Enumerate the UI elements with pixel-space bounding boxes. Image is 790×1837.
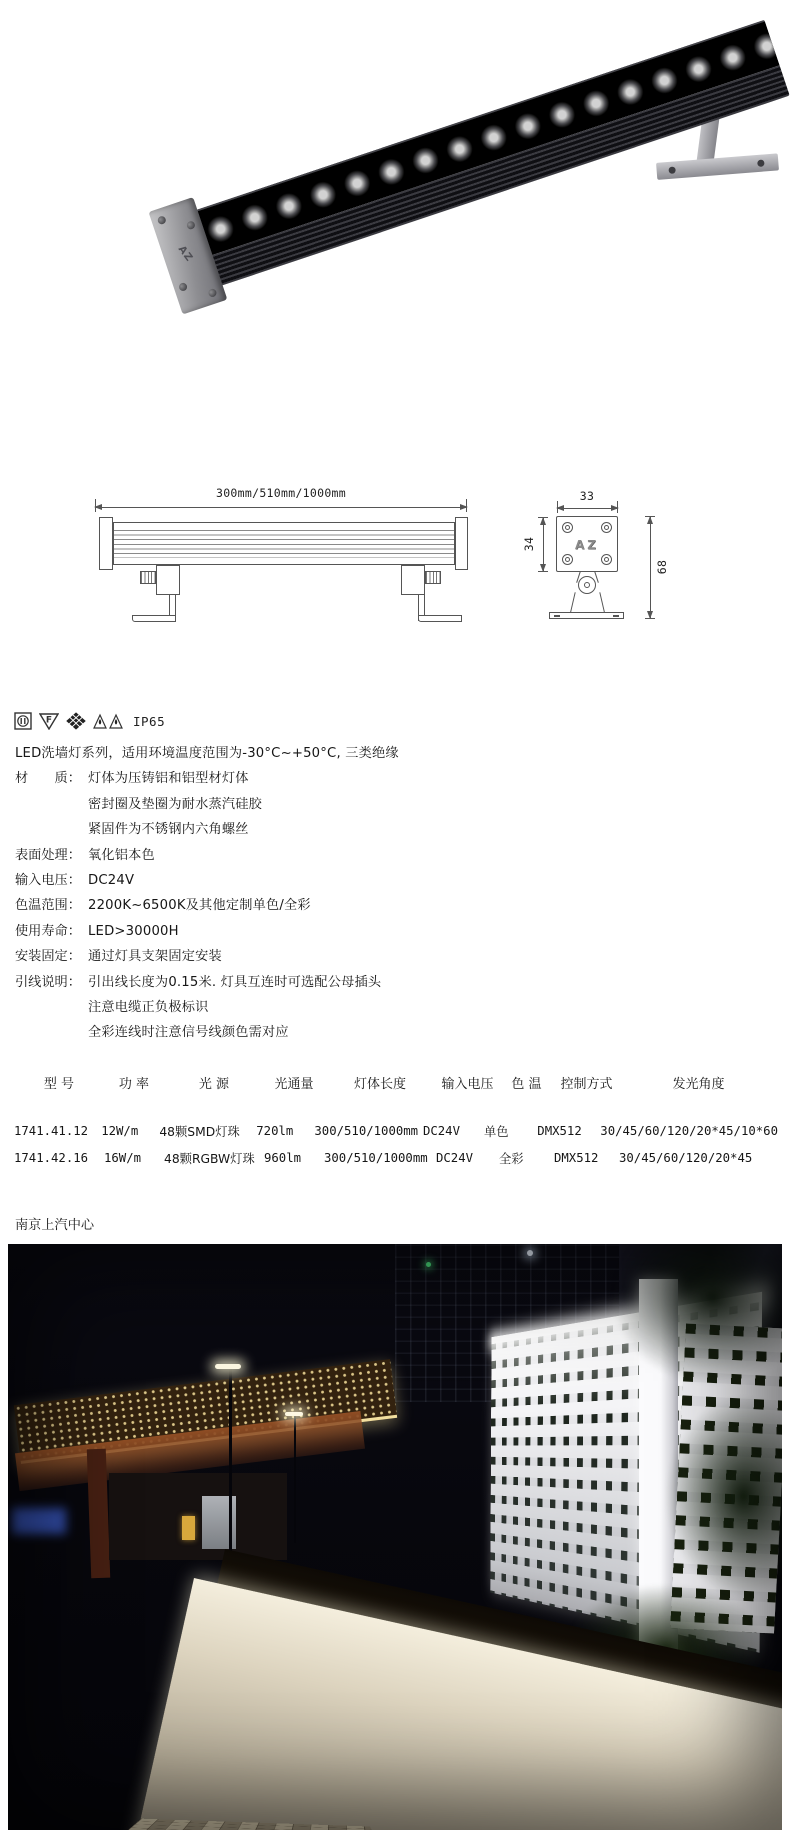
dim-tick <box>538 517 548 518</box>
cell-source: 48颗RGBW灯珠 <box>164 1151 255 1166</box>
col-header-angle: 发光角度 <box>672 1077 725 1092</box>
col-header-power: 功 率 <box>118 1077 150 1092</box>
desc-line: 材 质： 灯体为压铸铝和铝型材灯体 <box>15 771 249 787</box>
col-header-source: 光 源 <box>198 1077 230 1092</box>
cell-control: DMX512 <box>537 1123 582 1138</box>
screw-dot <box>565 525 570 530</box>
dim-tick <box>645 516 655 517</box>
side-bracket-foot <box>132 615 176 622</box>
cap-screw <box>186 220 196 230</box>
col-header-length: 灯体长度 <box>353 1077 406 1092</box>
col-header-flux: 光通量 <box>274 1077 314 1092</box>
dim-tick <box>557 501 558 513</box>
width-dimension-line <box>557 508 618 509</box>
spec-table <box>14 1069 778 1171</box>
desc-line: 色温范围： 2200K~6500K及其他定制单色/全彩 <box>15 898 311 914</box>
col-header-control: 控制方式 <box>560 1077 613 1092</box>
project-photo <box>8 1244 782 1830</box>
col-header-model: 型 号 <box>43 1077 75 1092</box>
foot-hole <box>554 615 560 618</box>
desc-line: 表面处理： 氧化铝本色 <box>15 847 155 863</box>
dim-tick <box>466 499 467 512</box>
bracket-foot-plate <box>549 612 624 619</box>
desc-line: 引线说明： 引出线长度为0.15米. 灯具互连时可选配公母插头 <box>15 974 382 990</box>
certification-row <box>14 711 165 731</box>
cell-power: 16W/m <box>104 1150 142 1165</box>
cell-model: 1741.42.16 <box>14 1150 89 1165</box>
cell-model: 1741.41.12 <box>14 1123 89 1138</box>
height-dimension-line <box>543 518 544 571</box>
cell-length: 300/510/1000mm <box>324 1150 428 1165</box>
brand-logo: AZ <box>575 538 599 552</box>
brand-logo: AZ <box>175 243 195 265</box>
cell-angle: 30/45/60/120/20*45/10*60 <box>600 1123 778 1138</box>
desc-line: LED洗墙灯系列，适用环境温度范围为-30°C~+50°C, 三类绝缘 <box>15 746 399 761</box>
desc-line: 注意电缆正负极标识 <box>88 1000 209 1016</box>
cell-power: 12W/m <box>101 1123 139 1138</box>
desc-line: 紧固件为不锈钢内六角螺丝 <box>88 822 249 838</box>
dim-tick <box>95 499 96 512</box>
desc-line: 全彩连线时注意信号线颜色需对应 <box>88 1025 289 1041</box>
length-dimension-line <box>95 507 467 508</box>
cell-flux: 720lm <box>256 1123 294 1138</box>
bracket-hole <box>668 166 676 174</box>
side-bracket-knob <box>140 571 156 584</box>
cell-length: 300/510/1000mm <box>314 1123 419 1138</box>
col-header-color: 色 温 <box>511 1077 542 1092</box>
cell-color: 全彩 <box>499 1151 524 1166</box>
screw-dot <box>565 557 570 562</box>
bracket-hole <box>757 159 765 167</box>
side-bracket-plate <box>401 565 425 595</box>
side-view-left-cap <box>99 517 113 570</box>
cell-voltage: DC24V <box>422 1123 460 1138</box>
project-caption: 南京上汽中心 <box>15 1218 95 1233</box>
desc-line: 使用寿命： LED>30000H <box>15 923 179 939</box>
table-row <box>14 1117 778 1144</box>
side-bracket-knob <box>425 571 441 584</box>
cell-control: DMX512 <box>554 1150 599 1165</box>
led-light-bar <box>175 20 789 286</box>
cell-source: 48颗SMD灯珠 <box>159 1124 240 1139</box>
f-mark-icon <box>39 712 59 730</box>
side-bracket-foot <box>418 615 462 622</box>
bracket-pivot-dot <box>584 582 590 588</box>
diamond-icon <box>66 712 86 730</box>
end-cap-face <box>556 516 618 572</box>
product-photo <box>60 0 730 360</box>
dim-tick <box>617 501 618 513</box>
screw-dot <box>604 525 609 530</box>
photo-vignette <box>8 1244 782 1830</box>
waterproof-icon <box>93 712 123 730</box>
cell-voltage: DC24V <box>436 1150 474 1165</box>
dim-tick <box>645 618 655 619</box>
desc-line: 安装固定： 通过灯具支架固定安装 <box>15 949 222 965</box>
dim-tick <box>538 571 548 572</box>
cap-screw <box>157 215 167 225</box>
foot-hole <box>613 615 619 618</box>
bracket-base <box>656 153 779 180</box>
side-bracket-plate <box>156 565 180 595</box>
spec-description <box>15 741 755 1046</box>
col-header-voltage: 输入电压 <box>441 1077 494 1092</box>
screw-dot <box>604 557 609 562</box>
table-row <box>14 1144 778 1171</box>
desc-line: 密封圈及垫圈为耐水蒸汽硅胶 <box>88 796 263 812</box>
cap-screw <box>178 282 188 292</box>
cell-angle: 30/45/60/120/20*45 <box>619 1150 753 1165</box>
class-protection-icon <box>14 712 32 730</box>
width-dimension-label: 33 <box>579 489 595 503</box>
svg-text:F: F <box>45 715 53 726</box>
cell-flux: 960lm <box>264 1150 302 1165</box>
table-header-row <box>14 1069 778 1096</box>
total-height-dimension-line <box>650 517 651 618</box>
side-view-right-cap <box>455 517 468 570</box>
total-height-dimension-label: 68 <box>655 559 670 575</box>
length-dimension-label: 300mm/510mm/1000mm <box>215 486 347 500</box>
cell-color: 单色 <box>484 1124 509 1139</box>
side-view-body <box>113 522 455 565</box>
height-dimension-label: 34 <box>522 536 537 552</box>
desc-line: 输入电压： DC24V <box>15 873 135 889</box>
ip-rating: IP65 <box>133 713 166 729</box>
cap-screw <box>207 288 217 298</box>
